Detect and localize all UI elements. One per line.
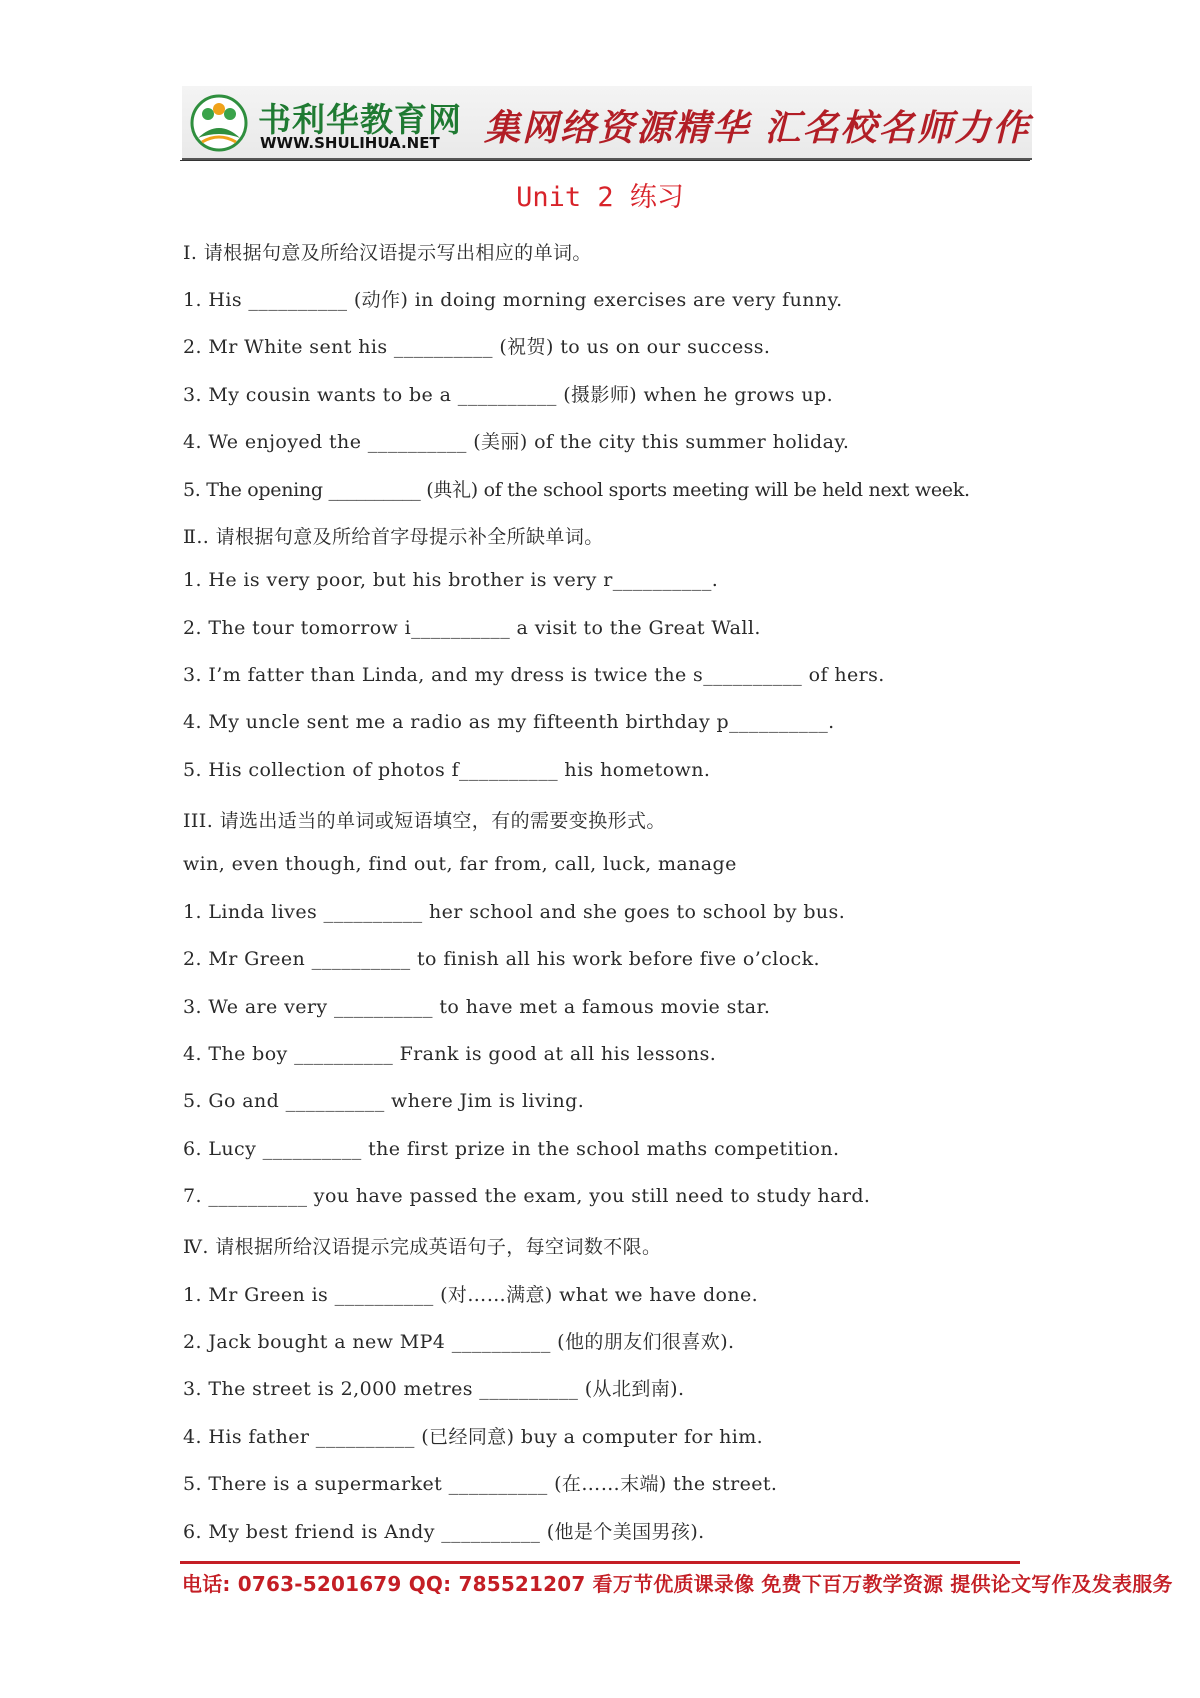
exercise-line: 1. He is very poor, but his brother is very r__________. [183,569,719,591]
footer-contact: 电话: 0763-5201679 QQ: 785521207 看万节优质课录像 免费下百万教学资源 提供论文写作及发表服务 [182,1572,1173,1596]
exercise-line: 7. __________ you have passed the exam, you still need to study hard. [183,1185,871,1207]
section-heading: Ⅰ. 请根据句意及所给汉语提示写出相应的单词。 [183,242,592,264]
word-bank: win, even though, find out, far from, call, luck, manage [183,853,737,875]
exercise-line: 1. His __________ (动作) in doing morning exercises are very funny. [183,289,843,311]
banner-slogan: 集网络资源精华 汇名校名师力作 [484,108,1031,149]
section-heading: III. 请选出适当的单词或短语填空，有的需要变换形式。 [183,810,666,832]
exercise-line: 3. My cousin wants to be a __________ (摄影师) when he grows up. [183,384,834,406]
exercise-line: 2. Mr Green __________ to finish all his work before five o’clock. [183,948,820,970]
exercise-line: 2. Mr White sent his __________ (祝贺) to us on our success. [183,336,771,358]
exercise-line: 4. His father __________ (已经同意) buy a computer for him. [183,1426,764,1448]
exercise-line: 1. Linda lives __________ her school and she goes to school by bus. [183,901,846,923]
exercise-line: 5. The opening __________ (典礼) of the school sports meeting will be held next week. [183,479,970,501]
footer-divider [180,1561,1020,1564]
exercise-line: 5. There is a supermarket __________ (在……末端) the street. [183,1473,778,1495]
exercise-line: 3. I’m fatter than Linda, and my dress is twice the s__________ of hers. [183,664,885,686]
exercise-line: 5. His collection of photos f__________ his hometown. [183,759,711,781]
exercise-line: 6. My best friend is Andy __________ (他是个美国男孩). [183,1521,705,1543]
exercise-line: 4. The boy __________ Frank is good at all his lessons. [183,1043,717,1065]
exercise-line: 6. Lucy __________ the first prize in the school maths competition. [183,1138,840,1160]
exercise-line: 1. Mr Green is __________ (对……满意) what we have done. [183,1284,759,1306]
exercise-line: 4. We enjoyed the __________ (美丽) of the city this summer holiday. [183,431,850,453]
exercise-line: 5. Go and __________ where Jim is living. [183,1090,585,1112]
site-banner [182,86,1032,160]
people-logo-icon [190,94,248,152]
section-heading: Ⅳ. 请根据所给汉语提示完成英语句子，每空词数不限。 [183,1236,662,1258]
header-divider [180,160,1030,161]
exercise-line: 3. We are very __________ to have met a famous movie star. [183,996,771,1018]
logo-url: WWW.SHULIHUA.NET [260,134,440,152]
logo-name: 书利华教育网 [258,100,462,139]
exercise-line: 2. The tour tomorrow i__________ a visit to the Great Wall. [183,617,761,639]
page-title: Unit 2 练习 [516,182,684,213]
exercise-line: 4. My uncle sent me a radio as my fifteenth birthday p__________. [183,711,835,733]
exercise-line: 3. The street is 2,000 metres __________ (从北到南). [183,1378,685,1400]
section-heading: Ⅱ.. 请根据句意及所给首字母提示补全所缺单词。 [183,526,604,548]
exercise-line: 2. Jack bought a new MP4 __________ (他的朋友们很喜欢). [183,1331,735,1353]
